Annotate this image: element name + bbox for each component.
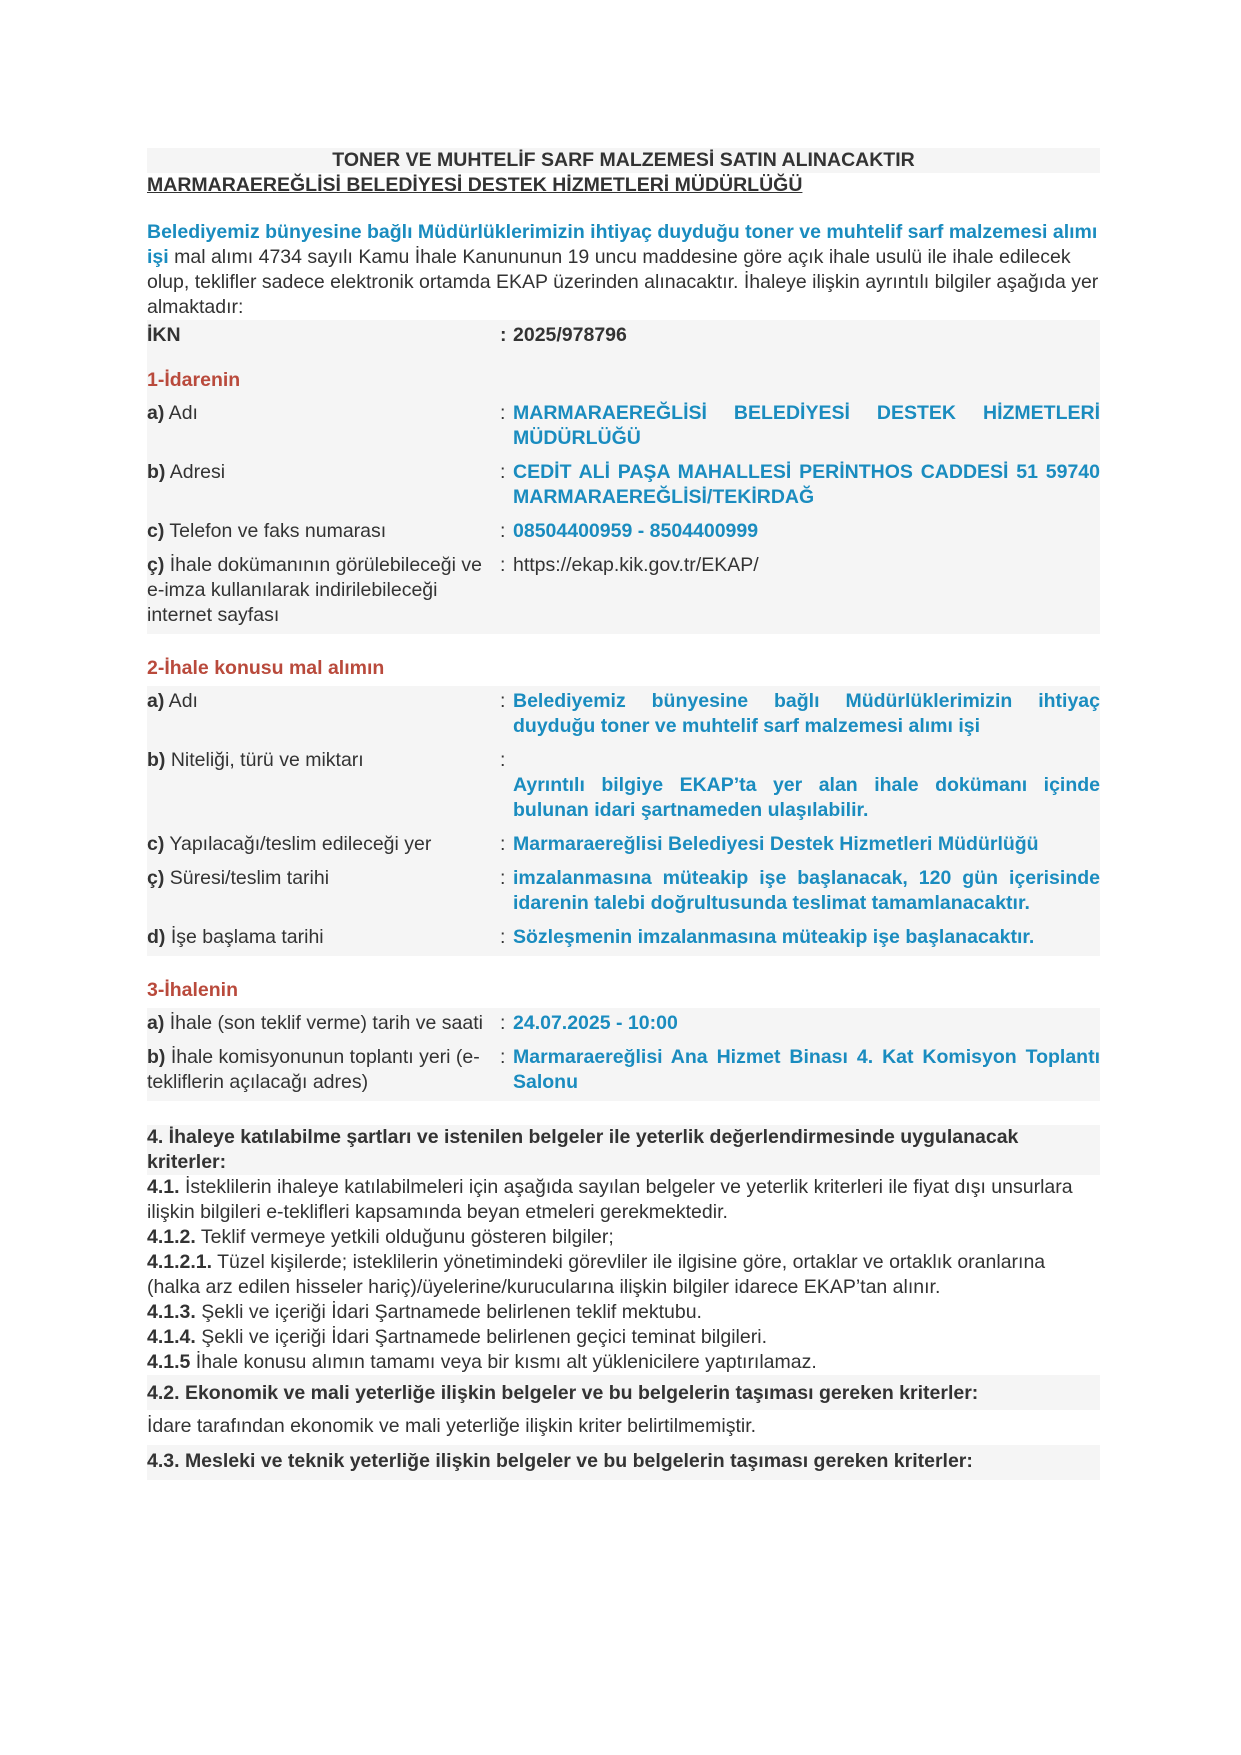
intro-text: mal alımı 4734 sayılı Kamu İhale Kanununun 19 uncu maddesine göre açık ihale usulü ile ihale edilecek olup, teklifler sadece elektronik ortamda EKAP üzerinden alınacaktır. İhaleye ilişkin ayrıntılı bilgiler aşağıda yer almaktadır: bbox=[147, 246, 1099, 318]
row-value: Belediyemiz bünyesine bağlı Müdürlüklerimizin ihtiyaç duyduğu toner ve muhtelif sarf malzemesi alımı işi bbox=[513, 690, 1100, 737]
section3-row: a) İhale (son teklif verme) tarih ve saati : 24.07.2025 - 10:00 bbox=[147, 1008, 1100, 1042]
criteria-section bbox=[147, 1125, 1100, 1480]
section1-row: c) Telefon ve faks numarası : 08504400959 - 8504400999 bbox=[147, 516, 1100, 550]
row-value: 08504400959 - 8504400999 bbox=[513, 520, 759, 542]
document-page bbox=[147, 148, 1100, 1480]
ekap-link[interactable]: https://ekap.kik.gov.tr/EKAP/ bbox=[513, 554, 759, 576]
row-key: ç) bbox=[147, 867, 165, 889]
section3-row: b) İhale komisyonunun toplantı yeri (e-tekliflerin açılacağı adres) : Marmaraereğlisi Ana Hizmet Binası 4. Kat Komisyon Toplantı Salonu bbox=[147, 1046, 1100, 1093]
criteria-item bbox=[147, 1250, 1100, 1300]
row-label: Adı bbox=[164, 402, 198, 424]
row-label: İhale (son teklif verme) tarih ve saati bbox=[164, 1012, 483, 1034]
ikn-value: 2025/978796 bbox=[513, 324, 627, 346]
criteria-text: Tüzel kişilerde; isteklilerin yönetimindeki görevliler ile ilgisine göre, ortaklar ve ortaklık oranlarına (halka arz edilen hisseler hariç)/üyelerine/kurucularına ilişkin bilgiler idarece EKAP’tan alınır. bbox=[147, 1251, 1046, 1298]
criteria-text: İsteklilerin ihaleye katılabilmeleri için aşağıda sayılan belgeler ve yeterlik kriterleri ile fiyat dışı unsurlara ilişkin bilgileri e-teklifleri kapsamında beyan etmeleri gerekmektedir. bbox=[147, 1176, 1073, 1223]
row-value: Marmaraereğlisi Belediyesi Destek Hizmetleri Müdürlüğü bbox=[513, 833, 1039, 855]
criteria-text: Teklif vermeye yetkili olduğunu gösteren bilgiler; bbox=[195, 1226, 614, 1248]
row-key: d) bbox=[147, 926, 166, 948]
row-value: MARMARAEREĞLİSİ BELEDİYESİ DESTEK HİZMETLERİ MÜDÜRLÜĞÜ bbox=[513, 402, 1100, 449]
criteria-4-2-text: İdare tarafından ekonomik ve mali yeterliğe ilişkin kriter belirtilmemiştir. bbox=[147, 1415, 757, 1437]
row-label: Süresi/teslim tarihi bbox=[164, 867, 330, 889]
section1-row: b) Adresi : CEDİT ALİ PAŞA MAHALLESİ PERİNTHOS CADDESİ 51 59740 MARMARAEREĞLİSİ/TEKİRDAĞ bbox=[147, 461, 1100, 508]
row-label: Niteliği, türü ve miktarı bbox=[165, 749, 364, 771]
row-label: Adı bbox=[164, 690, 198, 712]
criteria-4-2-heading: 4.2. Ekonomik ve mali yeterliğe ilişkin belgeler ve bu belgelerin taşıması gereken kriterler: bbox=[147, 1375, 1100, 1410]
section2-row: d) İşe başlama tarihi : Sözleşmenin imzalanmasına müteakip işe başlanacaktır. bbox=[147, 922, 1100, 956]
section2-row: ç) Süresi/teslim tarihi : imzalanmasına müteakip işe başlanacak, 120 gün içerisinde idarenin talebi doğrultusunda teslimat tamamlanacaktır. bbox=[147, 867, 1100, 914]
colon: : bbox=[500, 324, 507, 346]
row-label: İşe başlama tarihi bbox=[165, 926, 324, 948]
info-table-2 bbox=[147, 686, 1100, 956]
section1-row: ç) İhale dokümanının görülebileceği ve e-imza kullanılarak indirilebileceği internet sayfası : https://ekap.kik.gov.tr/EKAP/ bbox=[147, 550, 1100, 634]
row-key: b) bbox=[147, 461, 166, 483]
section2-row: a) Adı : Belediyemiz bünyesine bağlı Müdürlüklerimizin ihtiyaç duyduğu toner ve muhtelif sarf malzemesi alımı işi bbox=[147, 690, 1100, 737]
row-key: a) bbox=[147, 402, 165, 424]
criteria-text: Şekli ve içeriği İdari Şartnamede belirlenen geçici teminat bilgileri. bbox=[195, 1326, 767, 1348]
row-key: a) bbox=[147, 1012, 165, 1034]
row-label: Adresi bbox=[165, 461, 226, 483]
row-label: İhale komisyonunun toplantı yeri (e-tekliflerin açılacağı adres) bbox=[147, 1046, 480, 1093]
section1-row: a) Adı : MARMARAEREĞLİSİ BELEDİYESİ DESTEK HİZMETLERİ MÜDÜRLÜĞÜ bbox=[147, 402, 1100, 449]
row-key: c) bbox=[147, 833, 165, 855]
document-title: TONER VE MUHTELİF SARF MALZEMESİ SATIN ALINACAKTIR bbox=[147, 148, 1100, 173]
criteria-item bbox=[147, 1350, 1100, 1375]
criteria-heading: 4. İhaleye katılabilme şartları ve istenilen belgeler ile yeterlik değerlendirmesinde uygulanacak kriterler: bbox=[147, 1125, 1100, 1175]
row-value: 24.07.2025 - 10:00 bbox=[513, 1012, 678, 1034]
info-table-3 bbox=[147, 1008, 1100, 1101]
criteria-item bbox=[147, 1175, 1100, 1225]
intro-highlight: Belediyemiz bünyesine bağlı Müdürlüklerimizin ihtiyaç duyduğu toner ve muhtelif sarf malzemesi alımı işi bbox=[147, 221, 1098, 268]
criteria-num: 4.1.4. bbox=[147, 1326, 196, 1348]
criteria-num: 4.1.5 bbox=[147, 1351, 191, 1373]
ikn-label: İKN bbox=[147, 324, 181, 346]
row-label: Telefon ve faks numarası bbox=[164, 520, 387, 542]
section3-heading: 3-İhalenin bbox=[147, 979, 239, 1001]
row-value: Sözleşmenin imzalanmasına müteakip işe başlanacaktır. bbox=[513, 926, 1035, 948]
section2-row: b) Niteliği, türü ve miktarı : Ayrıntılı bilgiye EKAP’ta yer alan ihale dokümanı içinde bulunan idari şartnameden ulaşılabilir. bbox=[147, 749, 1100, 821]
criteria-item bbox=[147, 1225, 1100, 1250]
section1-heading: 1-İdarenin bbox=[147, 369, 241, 391]
row-key: b) bbox=[147, 749, 166, 771]
row-key: ç) bbox=[147, 554, 165, 576]
row-label: Yapılacağı/teslim edileceği yer bbox=[164, 833, 432, 855]
document-subtitle: MARMARAEREĞLİSİ BELEDİYESİ DESTEK HİZMETLERİ MÜDÜRLÜĞÜ bbox=[147, 174, 803, 196]
row-key: a) bbox=[147, 690, 165, 712]
section2-row: c) Yapılacağı/teslim edileceği yer : Marmaraereğlisi Belediyesi Destek Hizmetleri Müdürlüğü bbox=[147, 829, 1100, 863]
intro-paragraph bbox=[147, 220, 1100, 320]
row-value: Marmaraereğlisi Ana Hizmet Binası 4. Kat Komisyon Toplantı Salonu bbox=[513, 1046, 1100, 1093]
criteria-num: 4.1.2. bbox=[147, 1226, 196, 1248]
info-table-1 bbox=[147, 320, 1100, 634]
criteria-text: İhale konusu alımın tamamı veya bir kısmı alt yüklenicilere yaptırılamaz. bbox=[190, 1351, 817, 1373]
row-value: Ayrıntılı bilgiye EKAP’ta yer alan ihale dokümanı içinde bulunan idari şartnameden ulaşılabilir. bbox=[513, 774, 1100, 821]
criteria-num: 4.1.3. bbox=[147, 1301, 196, 1323]
criteria-item bbox=[147, 1325, 1100, 1350]
row-value: CEDİT ALİ PAŞA MAHALLESİ PERİNTHOS CADDESİ 51 59740 MARMARAEREĞLİSİ/TEKİRDAĞ bbox=[513, 461, 1100, 508]
criteria-num: 4.1.2.1. bbox=[147, 1251, 213, 1273]
criteria-item bbox=[147, 1300, 1100, 1325]
row-key: c) bbox=[147, 520, 165, 542]
section2-heading: 2-İhale konusu mal alımın bbox=[147, 657, 385, 679]
row-value: imzalanmasına müteakip işe başlanacak, 120 gün içerisinde idarenin talebi doğrultusunda teslimat tamamlanacaktır. bbox=[513, 867, 1100, 914]
criteria-num: 4.1. bbox=[147, 1176, 180, 1198]
criteria-4-3-heading: 4.3. Mesleki ve teknik yeterliğe ilişkin belgeler ve bu belgelerin taşıması gereken kriterler: bbox=[147, 1445, 1100, 1480]
ikn-row bbox=[147, 320, 1100, 354]
row-label: İhale dokümanının görülebileceği ve e-imza kullanılarak indirilebileceği internet sayfası bbox=[147, 554, 482, 626]
row-key: b) bbox=[147, 1046, 166, 1068]
criteria-text: Şekli ve içeriği İdari Şartnamede belirlenen teklif mektubu. bbox=[195, 1301, 702, 1323]
